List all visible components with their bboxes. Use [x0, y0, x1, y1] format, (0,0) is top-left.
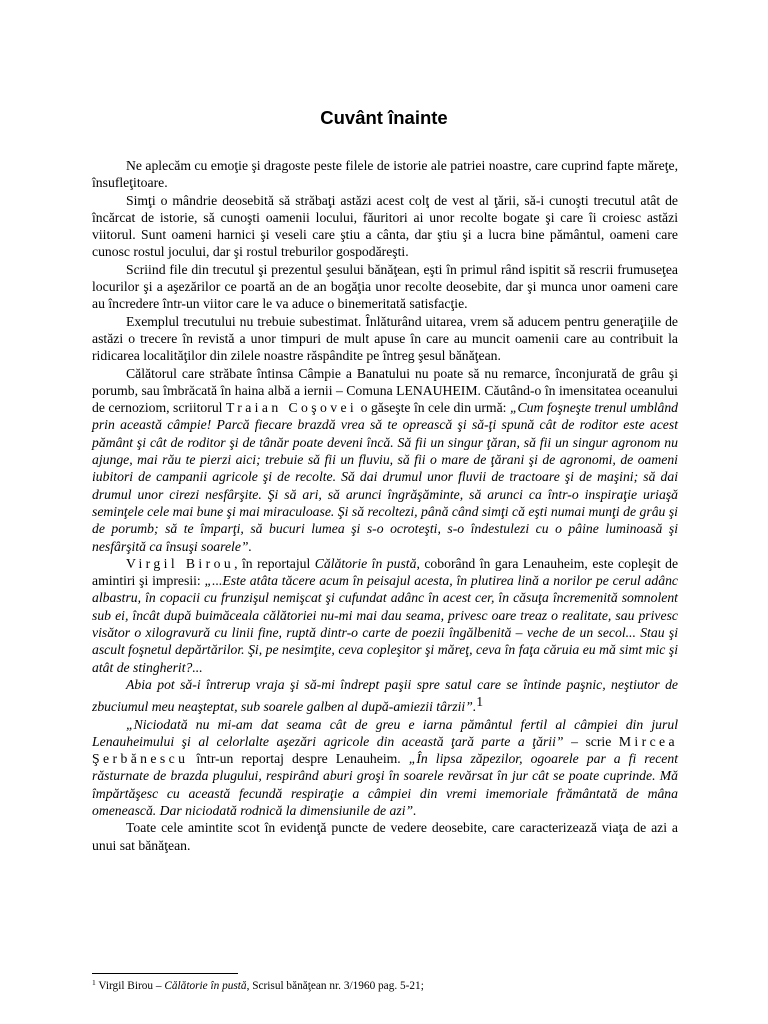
footnote-author: Virgil Birou – — [98, 980, 162, 992]
p5-text-a: Călătorul care străbate întinsa Câmpie a Banatului nu poate să nu remarce, înconjurată de grâu şi porumb, sau îmbrăcată în haina albă a iernii – Comuna LENAUHEIM. Căutând-o în imensitatea oceanului de cernoziom, scriitorul — [92, 365, 678, 416]
p6-text-b: , coborând în gara Lenauheim, este copleşit de amintiri şi impresii: — [92, 555, 679, 589]
footnote-mark: 1 — [92, 978, 96, 987]
footnote-reference[interactable]: 1 — [476, 694, 484, 710]
birou-quote-end: Abia pot să-i întrerup vraja şi să-mi îndrept paşii spre satul care se întinde paşnic, neştiutor de zbuciumul meu neaşteptat, sub soarele galben al după-amiezii târzii”. — [92, 676, 678, 715]
footnote-rest: , Scrisul bănăţean nr. 3/1960 pag. 5-21; — [246, 980, 424, 992]
author-name-serbanescu: Mircea Şerbănescu — [92, 733, 679, 767]
work-title: Călătorie în pustă — [314, 555, 417, 571]
p6-text-a: , în reportajul — [234, 555, 311, 571]
footnote-work: Călătorie în pustă — [164, 980, 247, 992]
p5-text-b: o găseşte în cele din urmă: — [360, 400, 507, 416]
cosovei-quote: „Cum foşneşte trenul umblând prin această câmpie! Parcă fiecare brazdă vrea să te oprească şi să-ţi spună cât de roditor este acest pământ şi cât de roditor şi de tânăr poate deveni încă. Să fii un singur ţăran, să fii un singur agronom nu ajunge, mai rău te pierzi aici; trebuie să fii un fluviu, să fii o mare de ţărani şi de agronomi, de oameni iubitori de campanii agricole şi de recolte. Să dai drumul unor fluvii de tractoare şi de maşini; să dai drumul unor cirezi nesfârşite. Şi să ari, să arunci îngrăşăminte, să arunci ca într-o inspiraţie uriaşă seminţele cele mai bune şi mai miraculoase. Şi să recoltezi, până când simţi că eşti numai munţi de grâu şi de porumb; să te împarţi, să bucuri lumea şi s-o ocroteşti, s-o îndestulezi cu o pâine luminoasă şi nesfârşită ca însuşi soarele”. — [92, 400, 679, 554]
paragraph-9: Toate cele amintite scot în evidenţă puncte de vedere deosebite, care caracterizează viaţa de azi a unui sat bănăţean. — [92, 820, 678, 853]
paragraph-2: Simţi o mândrie deosebită să străbaţi astăzi acest colţ de vest al ţării, să-i cunoşti trecutul atât de încărcat de istorie, să cunoşti oamenii locului, făuritori ai unor recolte bogate şi care îi croiesc astăzi viitorul. Sunt oameni harnici şi veseli care ştiu a cânta, dar ştiu şi a lucra bine pământul, oameni care cunosc rostul jocului, dar şi rostul treburilor gospodăreşti. — [92, 192, 678, 260]
paragraph-3: Scriind file din trecutul şi prezentul şesului bănăţean, eşti în primul rând ispitit să rescrii frumuseţea locurilor şi a aşezărilor ce poartă an de an bogăţia unor recolte deosebite, dar şi munca unor oameni care au încredere într-un viitor care le va aduce o binemeritată satisfacţie. — [92, 261, 678, 312]
p8-text-b: într-un reportaj despre Lenauheim. — [196, 751, 401, 767]
author-name-birou: Virgil Birou — [126, 555, 235, 571]
birou-quote: „...Este atâta tăcere acum în peisajul acesta, în plutirea lină a norilor pe cerul adânc albastru, în copacii cu frunzişul nemişcat şi cufundat adânc în acest cer, în căsuţa încremenită somnolent sub ei, încât după buimăceala călătoriei nu-mi mai dau seama, privesc oare treaz o realitate, sau privesc visător o xilogravură cu linii fine, ruptă dintr-o carte de poezii îngălbenită – veche de un secol... Stau şi ascult foşnetul depărtărilor. Şi, pe nesimţite, ceva copleşitor şi măreţ, ceva în faţa căruia eu mă simt mic şi atât de stingherit?... — [92, 573, 678, 675]
serbanescu-quote-2: „În lipsa zăpezilor, ogoarele par a fi recent răsturnate de brazda plugului, respirând aburi groşi în soarele revărsat în jur cât se poate cuprinde. Mă împărtăşesc cu această fecundă respiraţie a câmpiei din vremi imemoriale frământată de mâna omenească. Dar niciodată rodnică la dimensiunile de azi”. — [92, 751, 678, 818]
serbanescu-quote-1: „Niciodată nu mi-am dat seama cât de greu e iarna pământul fertil al câmpiei din jurul Lenauheimului şi al celorlalte aşezări agricole din această ţară parte a ţării” — [92, 716, 678, 749]
p8-text-a: – scrie — [571, 733, 612, 749]
footnote — [92, 976, 424, 993]
paragraph-1: Ne aplecăm cu emoţie şi dragoste peste filele de istorie ale patriei noastre, care cuprind fapte măreţe, însufleţitoare. — [92, 158, 678, 191]
paragraph-7 — [92, 676, 678, 716]
paragraph-6 — [92, 555, 678, 676]
footnote-separator — [92, 973, 238, 974]
paragraph-4: Exemplul trecutului nu trebuie subestimat. Înlăturând uitarea, vrem să aducem pentru generaţiile de astăzi o trecere în revistă a unor timpuri de mult apuse în care au muncit oamenii care au contribuit la ridicarea localităţilor din zilele noastre răspândite pe întreg şesul bănăţean. — [92, 313, 678, 364]
body-text — [92, 157, 678, 854]
paragraph-8 — [92, 716, 678, 820]
paragraph-5 — [92, 365, 678, 555]
author-name-cosovei: Traian Coşovei — [225, 400, 358, 416]
page-title: Cuvânt înainte — [320, 107, 448, 128]
